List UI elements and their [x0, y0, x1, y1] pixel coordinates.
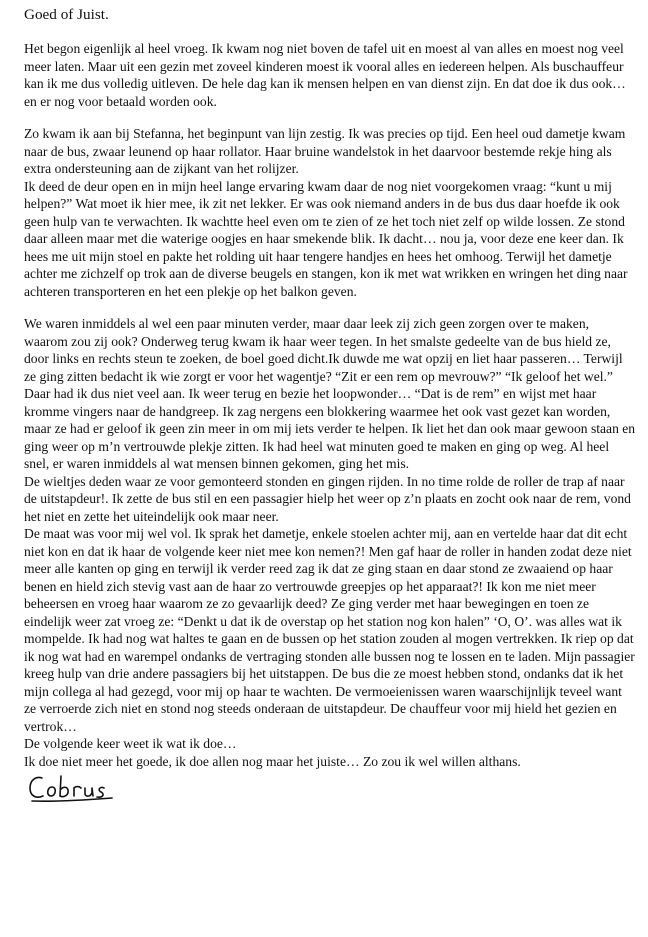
document-title: Goed of Juist. — [24, 6, 109, 23]
document-page — [24, 4, 636, 806]
paragraph-closing: Ik doe niet meer het goede, ik doe allen nog maar het juiste… Zo zou ik wel willen althans. — [24, 753, 521, 769]
paragraph-wieltjes: De wieltjes deden waar ze voor gemonteerd stonden en gingen rijden. In no time rolde de roller de trap af naar de uitstapdeur!. Ik zette de bus stil en een passagier hielp het weer op z’n plaats en zocht ook naar de rem, vond het niet en zette het uiteindelijk ook maar neer. — [24, 473, 631, 524]
paragraph-intro: Het begon eigenlijk al heel vroeg. Ik kwam nog niet boven de tafel uit en moest al van alles en moest nog veel meer laten. Maar uit een gezin met zoveel kinderen moest ik vooral alles en iedereen helpen. Als buschauffeur kan ik me dus volledig uitleven. De hele dag kan ik mensen helpen en van dienst zijn. En dat doe ik dus ook… en er nog voor betaald worden ook. — [24, 41, 626, 109]
paragraph-onderweg: We waren inmiddels al wel een paar minuten verder, maar daar leek zij zich geen zorgen over te maken, waarom zou zij ook? Onderweg terug kwam ik haar weer tegen. In het smalste gedeelte van de bus hield ze, door links en rechts steun te zoeken, de boel goed dicht.Ik duwde me wat opzij en liet haar passeren… Terwijl ze ging zitten bedacht ik wie zorgt er voor het wagentje? “Zit er een rem op mevrouw?” “Ik geloof het wel.” Daar had ik dus niet veel aan. Ik weer terug en bezie het loopwonder… “Dat is de rem” en wijst met haar kromme vingers naar de handgreep. Ik zag nergens een blokkering waarmee het ook vast gezet kan worden, maar ze had er geloof ik geen zin meer in om mij iets verder te helpen. Ik liet het dan ook maar gewoon staan en ging weer op m’n vertrouwde plekje zitten. Ik had heel wat minuten goed te maken en ging op weg. Al heel snel, er waren inmiddels al wat mensen binnen gekomen, ging het mis. — [24, 316, 636, 471]
paragraph-stefanna: Zo kwam ik aan bij Stefanna, het beginpunt van lijn zestig. Ik was precies op tijd. Een heel oud dametje kwam naar de bus, zwaar leunend op haar rollator. Haar bruine wandelstok in het daarvoor bestemde rekje hing als extra ondersteuning aan de zijkant van het rolijzer. — [24, 126, 626, 176]
handwritten-signature — [26, 768, 146, 806]
paragraph-maat-vol: De maat was voor mij wel vol. Ik sprak het dametje, enkele stoelen achter mij, aan en vertelde haar dat dit echt niet kon en dat ik haar de volgende keer niet mee kon nemen?! Men gaf haar de roller in handen zodat deze niet meer alle kanten op ging en terwijl ik verder reed zag ik dat ze ging staan en daar stond ze zwaaiend op haar benen en hield zich stevig vast aan de haar zo vertrouwde greepjes op het apparaat?! Ik kon me niet meer beheersen en vroeg haar waarom ze zo gevaarlijk deed? Ze ging verder met haar bewegingen en toen ze eindelijk weer zat vroeg ze: “Denkt u dat ik de overstap op het station nog kon halen” ‘O, O’. was alles wat ik mompelde. Ik had nog wat haltes te gaan en de bussen op het station zouden al mogen vertrekken. Ik riep op dat ik nog wat had en warempel ondanks de vertraging stonden alle bussen nog te lossen en te laden. Mijn passagier kreeg hulp van drie andere passagiers bij het uitstappen. De bus die ze moest hebben stond, ondanks dat ik het mijn collega al had gezegd, voor mij op haar te wachten. De vermoeienissen waren waarschijnlijk teveel want ze verroerde zich niet en stond nog steeds onderaan de uitstapdeur. De chauffeur voor mij hield het gezien en vertrok… — [24, 526, 635, 734]
signature — [26, 768, 146, 806]
paragraph-door: Ik deed de deur open en in mijn heel lange ervaring kwam daar de nog niet voorgekomen vraag: “kunt u mij helpen?” Wat moet ik hier mee, ik zit net lekker. Er was ook niemand anders in de bus dus daar hoefde ik ook geen hulp van te verwachten. Ik wachtte heel even om te zien of ze het toch niet zelf op wilde lossen. Ze stond daar alleen maar met die waterige oogjes en haar smekende blik. Ik dacht… nou ja, voor deze ene keer dan. Ik hees me uit mijn stoel en pakte het rolding uit haar tengere handjes en hees het omhoog. Terwijl het dametje achter me zichzelf op trok aan de diverse beugels en stangen, kon ik met wat wrikken en wringen het ding naar achteren transporteren en het een plekje op het balkon geven. — [24, 178, 628, 299]
paragraph-volgende-keer: De volgende keer weet ik wat ik doe… — [24, 736, 237, 751]
